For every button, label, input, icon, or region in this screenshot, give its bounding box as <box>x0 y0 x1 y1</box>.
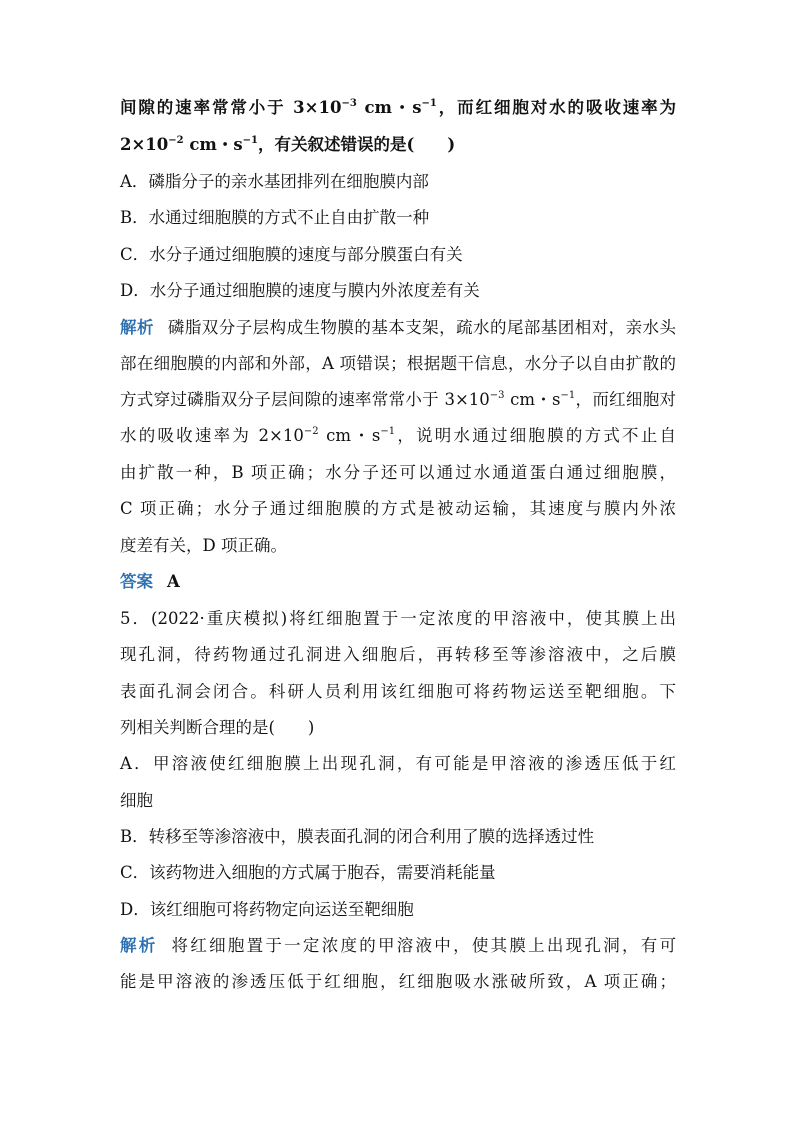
q4-analysis-line-3: 方式穿过磷脂双分子层间隙的速率常常小于 $3\times 10^{-3}$ cm・$s^{-1}$，而红细胞对 <box>120 390 676 409</box>
q4-option-b: B．水通过细胞膜的方式不止自由扩散一种 <box>120 208 430 227</box>
q5-option-b: B．转移至等渗溶液中，膜表面孔洞的闭合利用了膜的选择透过性 <box>120 827 595 846</box>
q4-analysis-line-1: 解析 磷脂双分子层构成生物膜的基本支架，疏水的尾部基团相对，亲水头 <box>120 318 677 337</box>
q5-option-a-line-2: 细胞 <box>120 791 153 810</box>
q5-stem-line-2: 现孔洞，待药物通过孔洞进入细胞后，再转移至等渗溶液中，之后膜 <box>120 645 676 664</box>
analysis-tag: 解析 <box>120 318 154 337</box>
q4-analysis-line-2: 部在细胞膜的内部和外部，A 项错误；根据题干信息，水分子以自由扩散的 <box>120 354 676 373</box>
q4-analysis-line-7: 度差有关，D 项正确。 <box>120 536 287 555</box>
q5-stem-line-4: 列相关判断合理的是( ) <box>120 718 315 737</box>
answer-tag: 答案 <box>120 572 153 591</box>
q4-option-d: D．水分子通过细胞膜的速度与膜内外浓度差有关 <box>120 281 480 300</box>
q5-analysis-line-1: 解析 将红细胞置于一定浓度的甲溶液中，使其膜上出现孔洞，有可 <box>120 936 677 955</box>
q5-stem-line-3: 表面孔洞会闭合。科研人员利用该红细胞可将药物运送至靶细胞。下 <box>120 682 676 701</box>
q4-option-a: A．磷脂分子的亲水基团排列在细胞膜内部 <box>120 172 429 191</box>
analysis-tag: 解析 <box>120 936 158 955</box>
answer-value: A <box>167 572 180 591</box>
q4-analysis-line-5: 由扩散一种，B 项正确；水分子还可以通过水通道蛋白通过细胞膜， <box>120 463 676 482</box>
q5-option-d: D．该红细胞可将药物定向运送至靶细胞 <box>120 900 414 919</box>
q5-analysis-line-2: 能是甲溶液的渗透压低于红细胞，红细胞吸水涨破所致，A 项正确； <box>120 972 676 991</box>
q4-stem-line-2: $2\times 10^{-2}$ cm・$s^{-1}$，有关叙述错误的是( ) <box>120 135 456 154</box>
q4-analysis-line-6: C 项正确；水分子通过细胞膜的方式是被动运输，其速度与膜内外浓 <box>120 499 676 518</box>
q4-stem-line-1: 间隙的速率常常小于 $3\times 10^{-3}$ cm・$s^{-1}$，而红细胞对水的吸收速率为 <box>120 98 677 117</box>
q4-option-c: C．水分子通过细胞膜的速度与部分膜蛋白有关 <box>120 245 463 264</box>
q4-answer <box>120 570 676 594</box>
q5-option-a-line-1: A．甲溶液使红细胞膜上出现孔洞，有可能是甲溶液的渗透压低于红 <box>120 754 676 773</box>
q4-analysis-line-4: 水的吸收速率为 $2\times 10^{-2}$ cm・$s^{-1}$，说明水通过细胞膜的方式不止自 <box>120 426 676 445</box>
q5-option-c: C．该药物进入细胞的方式属于胞吞，需要消耗能量 <box>120 863 496 882</box>
q5-stem-line-1: 5．(2022·重庆模拟)将红细胞置于一定浓度的甲溶液中，使其膜上出 <box>120 609 676 628</box>
